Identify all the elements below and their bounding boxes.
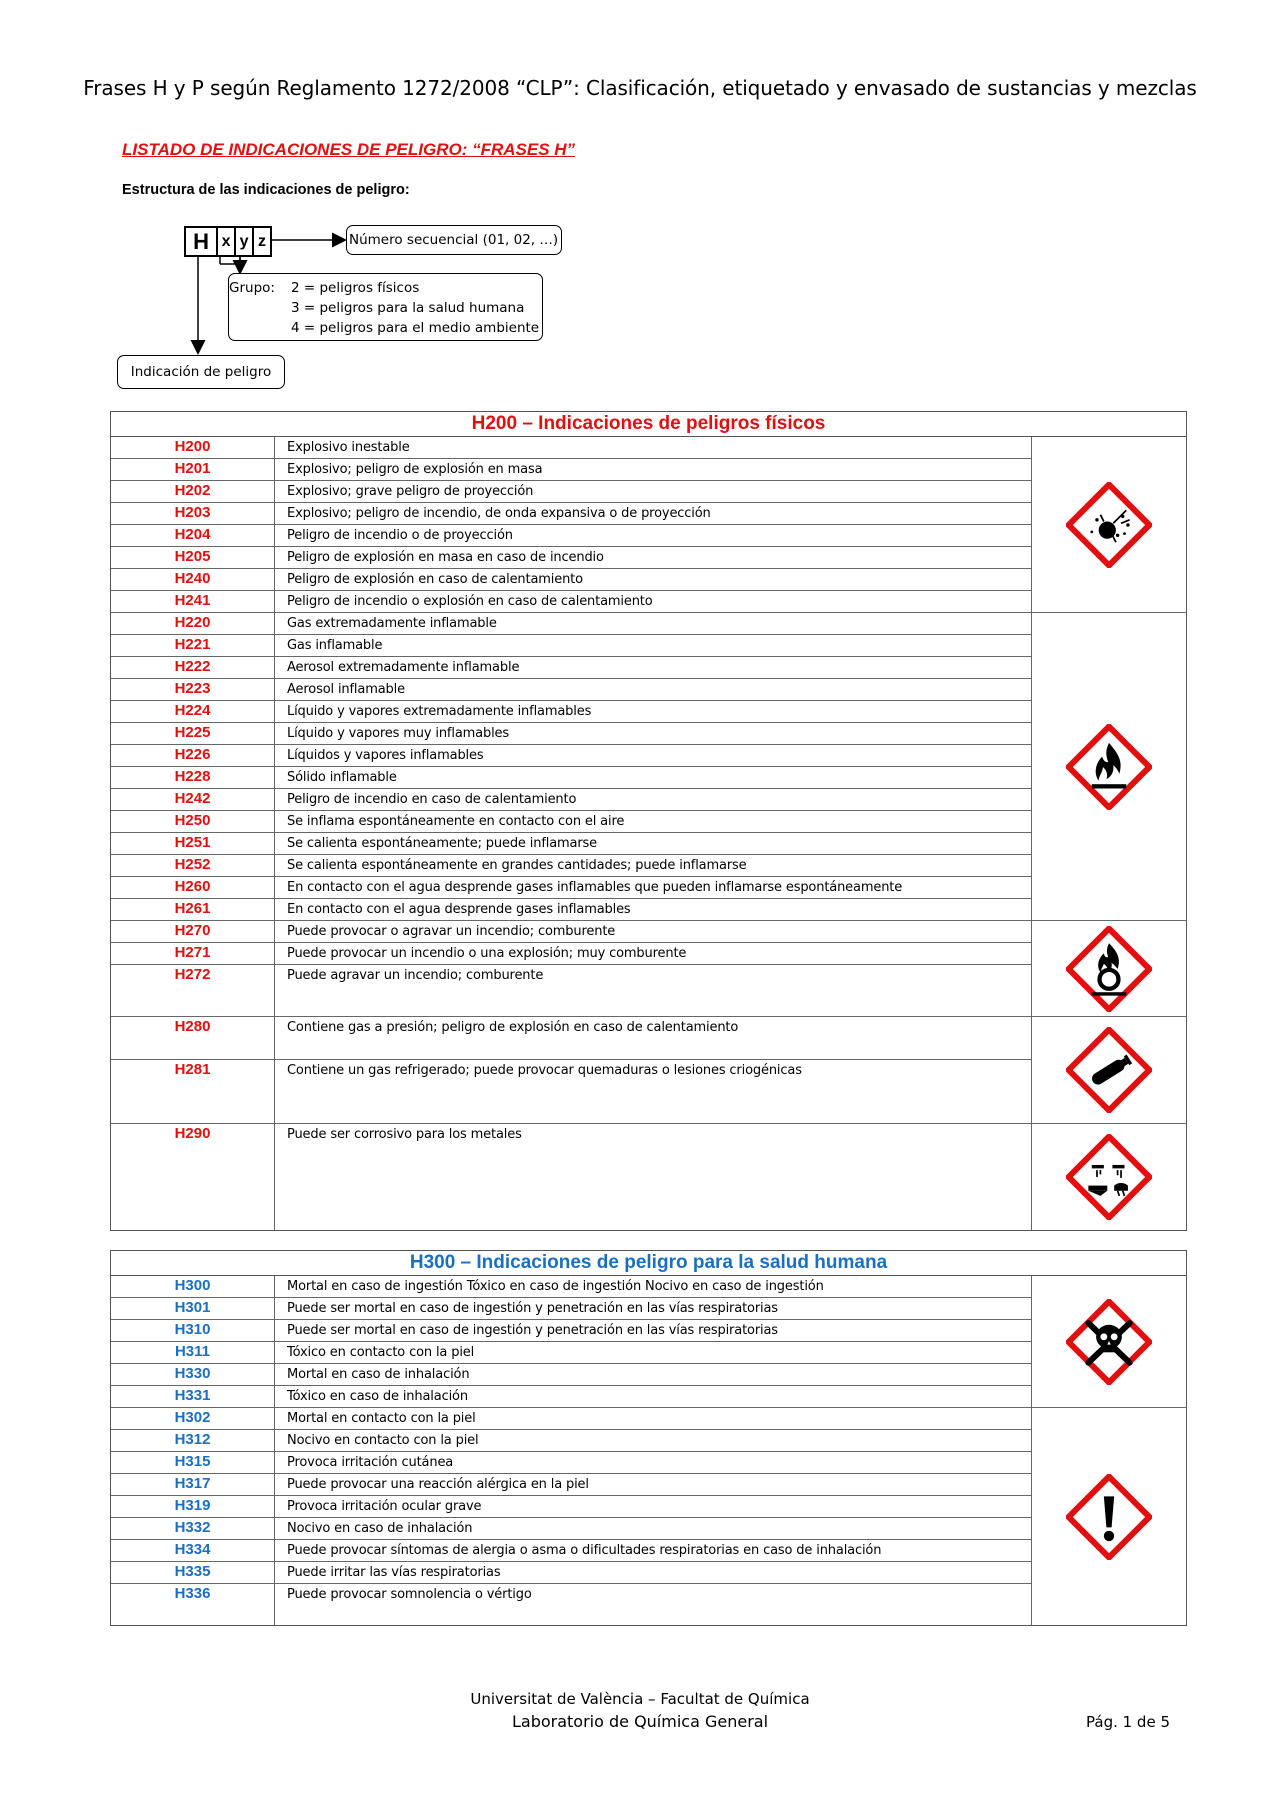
table-row	[111, 1496, 1031, 1518]
indicator-box: Indicación de peligro	[117, 355, 285, 389]
table-row	[111, 701, 1031, 723]
hazard-code: H300	[111, 1276, 275, 1297]
hazard-code: H242	[111, 789, 275, 810]
hazard-code: H203	[111, 503, 275, 524]
hazard-statement: Líquido y vapores muy inflamables	[287, 726, 509, 741]
table-row	[111, 1298, 1031, 1320]
table-row	[111, 723, 1031, 745]
hazard-statement: Puede irritar las vías respiratorias	[287, 1565, 501, 1580]
hazard-code: H332	[111, 1518, 275, 1539]
hazard-statement: Nocivo en contacto con la piel	[287, 1433, 479, 1448]
table-row	[111, 437, 1031, 459]
table-row	[111, 1430, 1031, 1452]
table-row	[111, 547, 1031, 569]
physical-table-title: H200 – Indicaciones de peligros físicos	[111, 412, 1186, 437]
table-row	[111, 1584, 1031, 1625]
gas-cylinder-icon	[1031, 1017, 1186, 1124]
hazard-statement: Se calienta espontáneamente; puede inflamarse	[287, 836, 598, 851]
hazard-statement: Explosivo; grave peligro de proyección	[287, 484, 534, 499]
hazard-statement: Tóxico en caso de inhalación	[287, 1389, 468, 1404]
exclamation-mark-icon	[1031, 1408, 1186, 1625]
footer-university: Universitat de València – Facultat de Química	[470, 1690, 810, 1708]
table-row	[111, 679, 1031, 701]
group-item: 2 = peligros físicos	[291, 280, 420, 296]
hazard-code: H221	[111, 635, 275, 656]
corrosion-icon	[1031, 1124, 1186, 1230]
hazard-code: H225	[111, 723, 275, 744]
hazard-statement: Puede ser corrosivo para los metales	[287, 1127, 522, 1142]
table-row	[111, 1518, 1031, 1540]
table-row	[111, 745, 1031, 767]
hazard-statement: Puede provocar un incendio o una explosión; muy comburente	[287, 946, 687, 961]
hazard-statement: Nocivo en caso de inhalación	[287, 1521, 473, 1536]
code-structure-box	[184, 226, 272, 257]
table-row	[111, 635, 1031, 657]
hazard-statement: Aerosol inflamable	[287, 682, 405, 697]
table-row	[111, 1320, 1031, 1342]
hazard-statement: Líquido y vapores extremadamente inflamables	[287, 704, 592, 719]
hazard-code: H223	[111, 679, 275, 700]
table-row	[111, 877, 1031, 899]
table-row	[111, 965, 1031, 1017]
table-row	[111, 1408, 1031, 1430]
hazard-code: H302	[111, 1408, 275, 1429]
hazard-code: H252	[111, 855, 275, 876]
exploding-bomb-icon	[1031, 437, 1186, 613]
hazard-statement: Explosivo inestable	[287, 440, 410, 455]
hazard-code: H205	[111, 547, 275, 568]
page-header: Frases H y P según Reglamento 1272/2008 “CLP”: Clasificación, etiquetado y envasado de sustancias y mezclas	[83, 76, 1197, 100]
table-row	[111, 1386, 1031, 1408]
table-row	[111, 525, 1031, 547]
hazard-code: H241	[111, 591, 275, 612]
hazard-code: H202	[111, 481, 275, 502]
hazard-code: H222	[111, 657, 275, 678]
hazard-statement: Peligro de explosión en caso de calentamiento	[287, 572, 583, 587]
table-row	[111, 1540, 1031, 1562]
hazard-code: H270	[111, 921, 275, 942]
hazard-statement: Puede provocar somnolencia o vértigo	[287, 1587, 532, 1602]
table-row	[111, 569, 1031, 591]
hazard-code: H334	[111, 1540, 275, 1561]
hazard-code: H226	[111, 745, 275, 766]
table-row	[111, 481, 1031, 503]
table-row	[111, 1276, 1031, 1298]
hazard-statement: Peligro de incendio o de proyección	[287, 528, 513, 543]
table-row	[111, 1562, 1031, 1584]
physical-hazards-table	[110, 411, 1187, 1231]
hazard-code: H250	[111, 811, 275, 832]
hazard-statement: Provoca irritación ocular grave	[287, 1499, 482, 1514]
hazard-code: H331	[111, 1386, 275, 1407]
hazard-code: H330	[111, 1364, 275, 1385]
hazard-code: H312	[111, 1430, 275, 1451]
flame-icon	[1031, 613, 1186, 921]
footer-lab: Laboratorio de Química General	[511, 1712, 769, 1731]
hazard-code: H251	[111, 833, 275, 854]
sequential-number-box: Número secuencial (01, 02, …)	[346, 225, 562, 255]
hazard-statement: Puede agravar un incendio; comburente	[287, 968, 544, 983]
hazard-statement: Peligro de incendio en caso de calentamiento	[287, 792, 577, 807]
hazard-statement: Gas extremadamente inflamable	[287, 616, 497, 631]
hazard-statement: Se calienta espontáneamente en grandes cantidades; puede inflamarse	[287, 858, 747, 873]
hazard-code: H301	[111, 1298, 275, 1319]
hazard-code: H335	[111, 1562, 275, 1583]
page-number: Pág. 1 de 5	[1086, 1713, 1170, 1731]
hazard-statement: Peligro de explosión en masa en caso de incendio	[287, 550, 604, 565]
hazard-code: H290	[111, 1124, 275, 1230]
table-row	[111, 657, 1031, 679]
hazard-code: H272	[111, 965, 275, 1016]
letter-y: y	[236, 228, 254, 255]
hazard-statement: Tóxico en contacto con la piel	[287, 1345, 475, 1360]
main-title: LISTADO DE INDICACIONES DE PELIGRO: “FRASES H”	[122, 140, 576, 159]
table-row	[111, 459, 1031, 481]
hazard-code: H220	[111, 613, 275, 634]
hazard-statement: Se inflama espontáneamente en contacto con el aire	[287, 814, 625, 829]
table-row	[111, 613, 1031, 635]
hazard-code: H336	[111, 1584, 275, 1625]
hazard-statement: Sólido inflamable	[287, 770, 397, 785]
hazard-code: H261	[111, 899, 275, 920]
hazard-statement: Puede ser mortal en caso de ingestión y penetración en las vías respiratorias	[287, 1323, 778, 1338]
hazard-code: H204	[111, 525, 275, 546]
hazard-statement: Contiene gas a presión; peligro de explosión en caso de calentamiento	[287, 1020, 739, 1035]
hazard-code: H315	[111, 1452, 275, 1473]
hazard-code: H228	[111, 767, 275, 788]
health-table-title: H300 – Indicaciones de peligro para la salud humana	[111, 1251, 1186, 1276]
group-item: 4 = peligros para el medio ambiente	[291, 320, 540, 336]
table-row	[111, 1060, 1031, 1124]
hazard-statement: Puede provocar una reacción alérgica en la piel	[287, 1477, 589, 1492]
hazard-statement: Líquidos y vapores inflamables	[287, 748, 484, 763]
letter-x: x	[218, 228, 236, 255]
letter-h: H	[186, 228, 218, 255]
hazard-code: H200	[111, 437, 275, 458]
table-row	[111, 833, 1031, 855]
table-row	[111, 1017, 1031, 1060]
hazard-statement: Puede provocar síntomas de alergia o asma o dificultades respiratorias en caso de inhalación	[287, 1543, 882, 1558]
hazard-statement: Peligro de incendio o explosión en caso de calentamiento	[287, 594, 653, 609]
group-box	[228, 273, 543, 341]
group-item: 3 = peligros para la salud humana	[291, 300, 525, 316]
table-row	[111, 1342, 1031, 1364]
hazard-statement: Mortal en caso de ingestión Tóxico en caso de ingestión Nocivo en caso de ingestión	[287, 1279, 824, 1294]
hazard-statement: Contiene un gas refrigerado; puede provocar quemaduras o lesiones criogénicas	[287, 1063, 802, 1078]
structure-title: Estructura de las indicaciones de peligro:	[122, 182, 410, 198]
skull-crossbones-icon	[1031, 1276, 1186, 1408]
hazard-code: H271	[111, 943, 275, 964]
table-row	[111, 811, 1031, 833]
hazard-statement: Mortal en caso de inhalación	[287, 1367, 470, 1382]
table-row	[111, 943, 1031, 965]
table-row	[111, 1452, 1031, 1474]
table-row	[111, 1474, 1031, 1496]
hazard-code: H319	[111, 1496, 275, 1517]
hazard-statement: Explosivo; peligro de explosión en masa	[287, 462, 543, 477]
hazard-code: H280	[111, 1017, 275, 1059]
hazard-statement: En contacto con el agua desprende gases inflamables	[287, 902, 631, 917]
group-label: Grupo:	[229, 280, 275, 296]
structure-diagram	[100, 212, 620, 402]
hazard-statement: Mortal en contacto con la piel	[287, 1411, 476, 1426]
letter-z: z	[258, 232, 266, 250]
table-row	[111, 855, 1031, 877]
hazard-statement: Explosivo; peligro de incendio, de onda expansiva o de proyección	[287, 506, 711, 521]
hazard-code: H224	[111, 701, 275, 722]
hazard-statement: Aerosol extremadamente inflamable	[287, 660, 520, 675]
hazard-code: H240	[111, 569, 275, 590]
table-row	[111, 591, 1031, 613]
flame-over-circle-icon	[1031, 921, 1186, 1017]
hazard-code: H281	[111, 1060, 275, 1123]
table-row	[111, 789, 1031, 811]
hazard-code: H201	[111, 459, 275, 480]
hazard-statement: Gas inflamable	[287, 638, 383, 653]
hazard-code: H317	[111, 1474, 275, 1495]
table-row	[111, 921, 1031, 943]
table-row	[111, 503, 1031, 525]
table-row	[111, 899, 1031, 921]
hazard-statement: Puede ser mortal en caso de ingestión y penetración en las vías respiratorias	[287, 1301, 778, 1316]
hazard-statement: Provoca irritación cutánea	[287, 1455, 454, 1470]
hazard-code: H260	[111, 877, 275, 898]
table-row	[111, 1364, 1031, 1386]
hazard-code: H311	[111, 1342, 275, 1363]
hazard-code: H310	[111, 1320, 275, 1341]
table-row	[111, 1124, 1031, 1230]
hazard-statement: Puede provocar o agravar un incendio; comburente	[287, 924, 616, 939]
table-row	[111, 767, 1031, 789]
health-hazards-table	[110, 1250, 1187, 1626]
hazard-statement: En contacto con el agua desprende gases inflamables que pueden inflamarse espontáneamente	[287, 880, 903, 895]
